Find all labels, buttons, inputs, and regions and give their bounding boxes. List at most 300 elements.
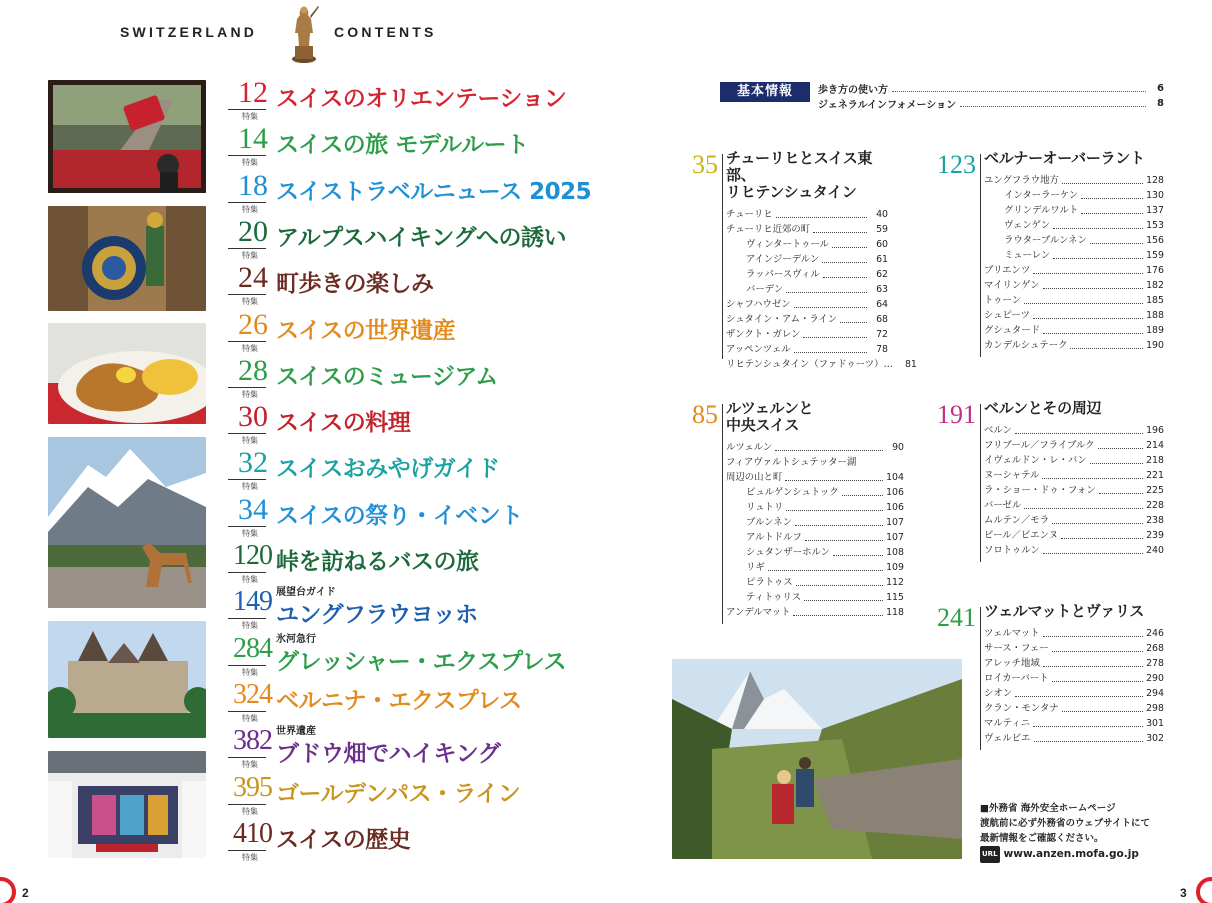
leader-dots (1033, 263, 1143, 274)
feature-title: スイスの祭り・イベント (276, 502, 523, 529)
basic-row-page: 6 (1157, 82, 1164, 94)
region-item-page: 298 (1146, 703, 1164, 714)
region-item-page: 159 (1146, 250, 1164, 261)
region-item-label: バーゼル (984, 500, 1022, 511)
region-section (937, 602, 1164, 746)
feature-item[interactable] (222, 726, 662, 772)
feature-item[interactable] (222, 307, 662, 356)
feature-item[interactable] (222, 214, 662, 263)
region-item-label: トゥーン (984, 295, 1022, 306)
leader-dots (1024, 498, 1143, 509)
region-item-page: 63 (876, 284, 888, 295)
region-item-label: ユングフラウ地方 (984, 175, 1059, 186)
feature-number-underline (228, 618, 266, 619)
feature-page-number: 24 (238, 261, 268, 295)
region-item-page: 106 (886, 487, 904, 498)
region-item[interactable] (984, 188, 1164, 203)
notice-line: 最新情報をご確認ください。 (980, 833, 1104, 844)
leader-dots (804, 590, 883, 601)
feature-item[interactable] (222, 819, 662, 865)
region-item-page: 196 (1146, 425, 1164, 436)
feature-label: 特集 (242, 528, 258, 538)
region-item-label: ラッパースヴィル (746, 269, 820, 280)
region-item-label: フィアヴァルトシュテッター湖 (726, 457, 857, 468)
feature-title: スイスのオリエンテーション (276, 86, 567, 112)
leader-dots (1033, 308, 1143, 319)
feature-title: ユングフラウヨッホ (276, 602, 478, 629)
region-item[interactable] (726, 207, 888, 222)
header-right-title: CONTENTS (334, 24, 437, 40)
region-title-line: 中央スイス (726, 416, 800, 434)
feature-title: スイスの世界遺産 (276, 317, 456, 344)
region-item-page: 290 (1146, 673, 1164, 684)
region-item-label: チューリヒ近郊の町 (726, 224, 811, 235)
feature-page-number: 12 (238, 76, 268, 109)
region-divider-line (980, 607, 981, 750)
feature-item[interactable] (222, 124, 662, 170)
feature-subtitle: 展望台ガイド (276, 587, 336, 599)
region-item-page: 107 (886, 517, 904, 528)
region-title[interactable] (984, 603, 1164, 620)
region-item-label: リュトリ (746, 502, 784, 513)
leader-dots (823, 267, 867, 278)
region-item[interactable] (726, 515, 904, 530)
region-item-page: 182 (1146, 280, 1164, 291)
region-item-label: リギ (746, 562, 765, 573)
region-item[interactable] (984, 278, 1164, 293)
region-item-label: シュタンザーホルン (746, 547, 830, 558)
region-item[interactable] (984, 203, 1164, 218)
region-items (984, 423, 1164, 558)
region-item-label: ヴィンタートゥール (746, 239, 830, 250)
region-item-page: 189 (1146, 325, 1164, 336)
region-item-label: フリブール／フライブルク (984, 440, 1095, 451)
region-item[interactable] (726, 545, 904, 560)
region-item[interactable] (984, 338, 1164, 353)
region-item-label: ビュルゲンシュトック (746, 487, 839, 498)
leader-dots (785, 470, 883, 481)
region-item-page: 137 (1146, 205, 1164, 216)
feature-page-number: 20 (238, 214, 268, 248)
feature-item[interactable] (222, 448, 662, 494)
leader-dots (793, 605, 883, 616)
region-page-number: 85 (692, 400, 718, 429)
region-item-label: リヒテンシュタイン（ファドゥーツ）… (726, 359, 893, 370)
region-item[interactable] (984, 731, 1164, 746)
region-item-page: 294 (1146, 688, 1164, 699)
feature-page-number: 324 (233, 678, 272, 710)
feature-label: 特集 (242, 112, 258, 121)
region-item[interactable] (984, 263, 1164, 278)
feature-title: アルプスハイキングへの誘い (276, 224, 566, 251)
feature-label: 特集 (242, 667, 258, 677)
region-item[interactable] (984, 701, 1164, 716)
region-divider-line (722, 404, 723, 624)
feature-item[interactable] (222, 353, 662, 402)
region-item-label: インターラーケン (1004, 190, 1079, 201)
region-item-page: 268 (1146, 643, 1164, 654)
leader-dots (1081, 203, 1143, 214)
feature-label: 特集 (242, 852, 258, 862)
region-section (692, 399, 904, 620)
leader-dots (1062, 173, 1143, 184)
region-title[interactable] (726, 150, 888, 201)
region-item-label: マイリンゲン (984, 280, 1040, 291)
region-item[interactable] (726, 342, 888, 357)
leader-dots (786, 282, 867, 293)
leader-dots (842, 485, 883, 496)
leader-dots (1090, 233, 1143, 244)
region-item-label: カンデルシュテーク (984, 340, 1068, 351)
leader-dots (1052, 641, 1143, 652)
feature-item[interactable] (222, 168, 662, 217)
photo-schnitzel (48, 323, 206, 424)
leader-dots (1034, 731, 1144, 742)
region-item-page: 68 (876, 314, 888, 325)
region-item[interactable] (726, 252, 888, 267)
region-item-label: ロイカーバート (984, 673, 1049, 684)
region-item[interactable] (984, 498, 1164, 513)
region-item-label: アレッチ地域 (984, 658, 1040, 669)
feature-subtitle: 氷河急行 (276, 633, 316, 645)
region-item-label: 周辺の山と町 (726, 472, 783, 483)
region-items (726, 207, 917, 372)
basic-info-tag: 基本情報 (720, 82, 810, 102)
feature-number-underline (228, 804, 266, 805)
region-item[interactable] (984, 248, 1164, 263)
region-item-label: サース・フェー (984, 643, 1049, 654)
region-item-label: ムルテン／モラ (984, 515, 1050, 526)
leader-dots (775, 440, 883, 451)
region-item-label: アッペンツェル (726, 344, 791, 355)
region-item[interactable] (726, 327, 888, 342)
region-item[interactable] (984, 483, 1164, 498)
region-page-number: 241 (937, 603, 976, 632)
region-divider-line (980, 404, 981, 562)
feature-number-underline (228, 711, 266, 712)
feature-item[interactable] (222, 78, 662, 124)
leader-dots (1053, 248, 1143, 259)
basic-row-general-info[interactable] (818, 95, 1164, 111)
leader-dots (786, 500, 883, 511)
region-item[interactable] (984, 641, 1164, 656)
region-item[interactable] (984, 671, 1164, 686)
region-title-line: ベルナーオーバーラント (984, 149, 1145, 167)
region-section (937, 399, 1164, 558)
region-item[interactable] (984, 686, 1164, 701)
notice-line: ■外務省 海外安全ホームページ (980, 803, 1116, 814)
region-item-label: ソロトゥルン (984, 545, 1040, 556)
feature-number-underline (228, 572, 266, 573)
region-item[interactable] (984, 233, 1164, 248)
region-item-label: ベルン (984, 425, 1012, 436)
feature-title: ゴールデンパス・ライン (276, 780, 521, 807)
feature-page-number: 284 (233, 632, 272, 664)
feature-title: ブドウ畑でハイキング (276, 741, 501, 768)
region-item[interactable] (984, 308, 1164, 323)
region-item-label: ピラトゥス (746, 577, 793, 588)
region-page-number: 123 (937, 150, 976, 179)
region-item-page: 81 (904, 359, 917, 370)
region-item-page: 238 (1146, 515, 1164, 526)
region-page-number: 35 (692, 150, 718, 179)
region-item[interactable] (984, 438, 1164, 453)
feature-label: 特集 (242, 482, 258, 492)
region-item[interactable] (726, 500, 904, 515)
region-item-page: 108 (886, 547, 904, 558)
feature-title: スイストラベルニュース 2025 (276, 178, 592, 205)
feature-label: 特集 (242, 806, 258, 816)
leader-dots (1024, 293, 1143, 304)
region-item[interactable] (726, 312, 888, 327)
region-item[interactable] (984, 468, 1164, 483)
region-item-page: 59 (876, 224, 888, 235)
travel-advisory-notice (980, 801, 1150, 863)
region-item-label: ブリエンツ (984, 265, 1031, 276)
photo-mountain-deer (48, 437, 206, 608)
region-item-label: ルツェルン (726, 442, 773, 453)
leader-dots (1042, 468, 1143, 479)
leader-dots (768, 560, 883, 571)
region-item[interactable] (726, 590, 904, 605)
region-item[interactable] (984, 543, 1164, 558)
feature-item[interactable] (222, 773, 662, 819)
leader-dots (833, 545, 883, 556)
feature-number-underline (228, 202, 266, 203)
feature-page-number: 382 (233, 725, 272, 757)
feature-page-number: 120 (233, 540, 272, 571)
region-item[interactable] (984, 218, 1164, 233)
region-item[interactable] (726, 357, 917, 372)
leader-dots (832, 237, 867, 248)
leader-dots (1043, 626, 1144, 637)
feature-item[interactable] (222, 680, 662, 726)
region-item[interactable] (984, 528, 1164, 543)
region-item-label: グリンデルワルト (1004, 205, 1079, 216)
region-item-label: ラウターブルンネン (1004, 235, 1087, 246)
feature-number-underline (228, 387, 266, 388)
region-item[interactable] (726, 560, 904, 575)
feature-title: スイスの料理 (276, 410, 411, 437)
basic-row-label: ジェネラルインフォメーション (818, 99, 957, 111)
region-item-label: シュタイン・アム・ライン (726, 314, 838, 325)
region-item-label: ティトゥリス (746, 592, 802, 603)
region-item[interactable] (984, 513, 1164, 528)
leader-dots (803, 327, 867, 338)
region-title[interactable] (984, 400, 1164, 417)
photo-museum (48, 751, 206, 858)
feature-item[interactable] (222, 402, 662, 448)
region-item[interactable] (726, 455, 904, 485)
feature-page-number: 149 (233, 586, 272, 618)
feature-label: 特集 (242, 297, 258, 307)
region-item[interactable] (984, 453, 1164, 468)
feature-title: スイスの歴史 (276, 826, 411, 853)
leader-dots (1043, 656, 1143, 667)
feature-item[interactable] (222, 263, 662, 309)
photo-funicular (48, 80, 206, 193)
feature-page-number: 18 (238, 168, 268, 202)
feature-title: ベルニナ・エクスプレス (276, 687, 522, 714)
feature-label: 特集 (242, 389, 258, 399)
leader-dots (1033, 716, 1143, 727)
region-item[interactable] (726, 440, 904, 455)
region-item-page: 246 (1146, 628, 1164, 639)
region-item[interactable] (984, 656, 1164, 671)
region-item-page: 153 (1146, 220, 1164, 231)
region-item-label: バーデン (746, 284, 784, 295)
leader-dots (795, 515, 883, 526)
leader-dots (1062, 701, 1143, 712)
leader-dots (1043, 323, 1143, 334)
feature-page-number: 14 (238, 122, 268, 156)
region-item-label: ツェルマット (984, 628, 1040, 639)
basic-row-label: 歩き方の使い方 (818, 84, 888, 96)
feature-number-underline (228, 341, 266, 342)
region-item[interactable] (726, 605, 904, 620)
statue-icon (286, 2, 322, 64)
leader-dots (1052, 513, 1143, 524)
feature-number-underline (228, 757, 266, 758)
region-item-page: 302 (1146, 733, 1164, 744)
header-left-title: SWITZERLAND (120, 24, 258, 40)
feature-label: 特集 (242, 158, 258, 168)
region-item-page: 156 (1146, 235, 1164, 246)
feature-item[interactable] (222, 541, 662, 587)
region-item-label: シオン (984, 688, 1013, 699)
region-item-label: シュピーツ (984, 310, 1030, 321)
region-title[interactable] (984, 150, 1164, 167)
region-item-label: グシュタード (984, 325, 1041, 336)
region-item[interactable] (726, 222, 888, 237)
region-title-line: ルツェルンと (726, 399, 814, 417)
region-title[interactable] (726, 400, 904, 434)
leader-dots (1015, 686, 1143, 697)
region-item-label: マルティニ (984, 718, 1031, 729)
photo-matterhorn-hikers (672, 659, 962, 859)
region-item[interactable] (726, 267, 888, 282)
region-item-label: アンデルマット (726, 607, 791, 618)
region-item[interactable] (984, 323, 1164, 338)
region-item-label: チューリヒ (726, 209, 773, 220)
leader-dots (776, 207, 867, 218)
feature-number-underline (228, 665, 266, 666)
leader-dots (1098, 438, 1143, 449)
region-item-label: イヴェルドン・レ・バン (984, 455, 1087, 466)
leader-dots (840, 312, 867, 323)
feature-label: 特集 (242, 343, 258, 353)
region-item[interactable] (984, 173, 1164, 188)
feature-page-number: 410 (233, 817, 272, 849)
region-title-line: リヒテンシュタイン (726, 183, 857, 201)
leader-dots (822, 252, 867, 263)
feature-label: 特集 (242, 250, 258, 260)
region-item-page: 130 (1146, 190, 1164, 201)
feature-page-number: 28 (238, 353, 268, 387)
leader-dots (1081, 188, 1143, 199)
feature-item[interactable] (222, 587, 662, 633)
feature-number-underline (228, 109, 266, 110)
leader-dots (796, 575, 883, 586)
region-item-label: ビール／ビエンヌ (984, 530, 1059, 541)
leader-dots (1015, 423, 1143, 434)
feature-page-number: 30 (238, 400, 268, 434)
region-item[interactable] (984, 716, 1164, 731)
region-item[interactable] (984, 423, 1164, 438)
region-item[interactable] (726, 237, 888, 252)
feature-title: スイスのミュージアム (276, 363, 498, 390)
feature-title: 町歩きの楽しみ (276, 271, 434, 298)
feature-label: 特集 (242, 204, 258, 214)
region-item[interactable] (726, 575, 904, 590)
leader-dots (1090, 453, 1143, 464)
region-item-page: 225 (1146, 485, 1164, 496)
region-item-label: アインジーデルン (746, 254, 820, 265)
leader-dots (1052, 671, 1143, 682)
notice-url-row[interactable] (980, 846, 1150, 863)
feature-label: 特集 (242, 575, 258, 584)
leader-dots (1053, 218, 1143, 229)
basic-row-howto[interactable] (818, 80, 1164, 96)
region-item-page: 301 (1146, 718, 1164, 729)
region-item[interactable] (726, 297, 888, 312)
feature-page-number: 32 (238, 446, 268, 480)
feature-item[interactable] (222, 634, 662, 680)
region-divider-line (980, 154, 981, 357)
region-item[interactable] (726, 282, 888, 297)
region-item[interactable] (984, 626, 1164, 641)
region-item[interactable] (726, 530, 904, 545)
url-badge: URL (980, 846, 1000, 863)
leader-dots (794, 297, 867, 308)
region-title-line: ツェルマットとヴァリス (984, 602, 1145, 620)
region-item-label: シャフハウゼン (726, 299, 791, 310)
region-item-page: 64 (876, 299, 888, 310)
region-item-page: 278 (1146, 658, 1164, 669)
notice-line: 渡航前に必ず外務省のウェブサイトにて (980, 818, 1150, 829)
region-page-number: 191 (937, 400, 976, 429)
region-item-label: ヌーシャテル (984, 470, 1040, 481)
region-item[interactable] (984, 293, 1164, 308)
region-item-label: ザンクト・ガレン (726, 329, 801, 340)
region-item-page: 40 (876, 209, 888, 220)
region-item-page: 188 (1146, 310, 1164, 321)
page-ring-left (0, 877, 16, 903)
region-item[interactable] (726, 485, 904, 500)
region-title-line: ベルンとその周辺 (984, 399, 1102, 417)
region-item-label: ヴェルビエ (984, 733, 1031, 744)
region-item-page: 228 (1146, 500, 1164, 511)
region-item-page: 239 (1146, 530, 1164, 541)
notice-url[interactable]: www.anzen.mofa.go.jp (1003, 848, 1139, 860)
feature-item[interactable] (222, 492, 662, 541)
region-item-page: 106 (886, 502, 904, 513)
region-item-page: 109 (886, 562, 904, 573)
region-item-label: アルトドルフ (746, 532, 802, 543)
feature-title: グレッシャー・エクスプレス (276, 648, 566, 675)
region-item-page: 185 (1146, 295, 1164, 306)
region-item-page: 62 (876, 269, 888, 280)
region-item-label: ブルンネン (746, 517, 792, 528)
region-item-page: 115 (886, 592, 904, 603)
leader-dots (1099, 483, 1143, 494)
region-item-label: ラ・ショー・ドゥ・フォン (984, 485, 1096, 496)
region-item-label: ヴェンゲン (1004, 220, 1051, 231)
region-item-page: 128 (1146, 175, 1164, 186)
page-number-right: 3 (1180, 886, 1187, 900)
region-item-page: 221 (1146, 470, 1164, 481)
leader-dots (892, 84, 1146, 92)
